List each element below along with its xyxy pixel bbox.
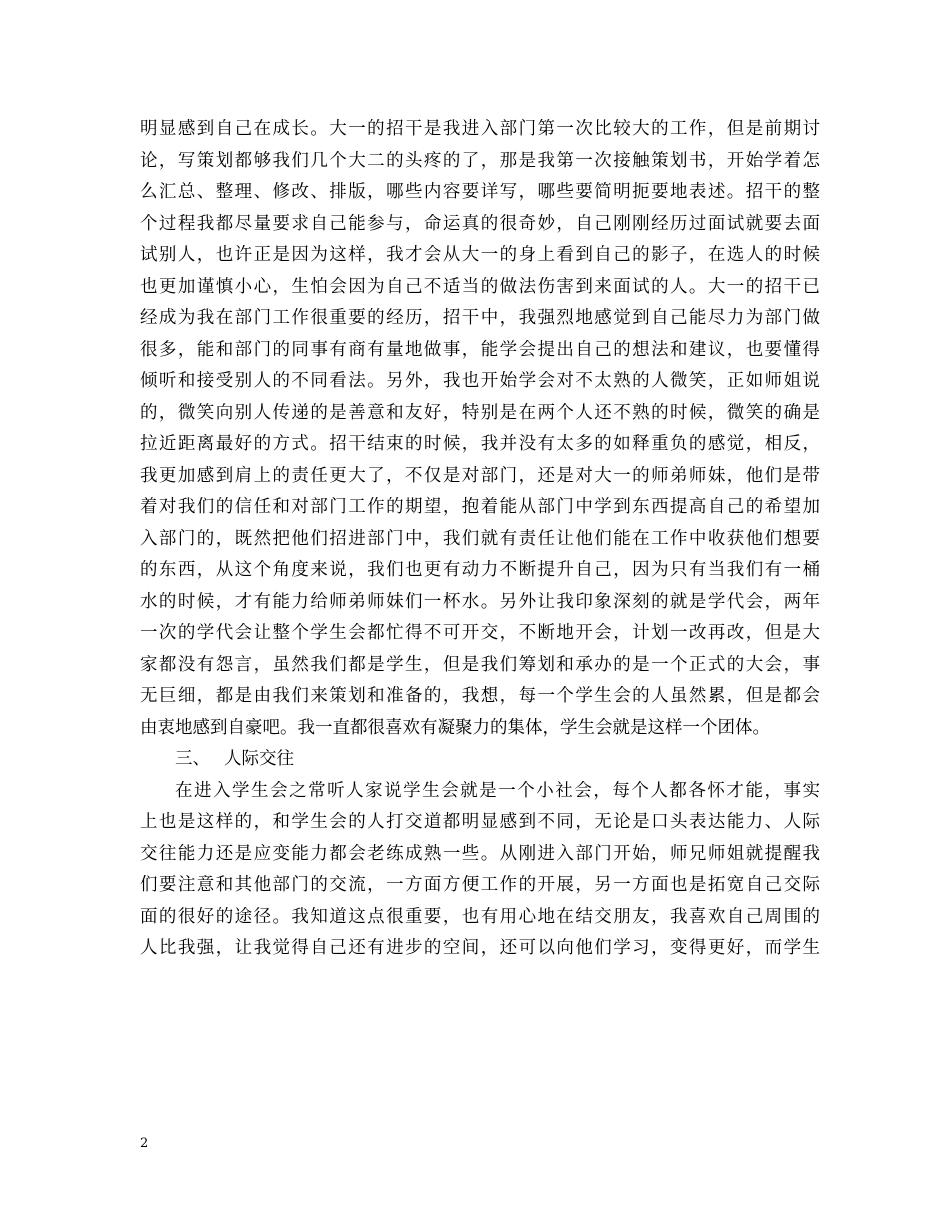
- text-line: 的东西，从这个角度来说，我们也更有动力不断提升自己，因为只有当我们有一桶: [140, 560, 820, 580]
- text-line: 明显感到自己在成长。大一的招干是我进入部门第一次比较大的工作，但是前期讨: [140, 119, 820, 139]
- section-number: 三、: [175, 749, 210, 769]
- text-line: 由衷地感到自豪吧。我一直都很喜欢有凝聚力的集体，学生会就是这样一个团体。: [140, 717, 770, 738]
- text-line: 的，微笑向别人传递的是善意和友好，特别是在两个人还不熟的时候，微笑的确是: [140, 402, 820, 423]
- paragraph-2: [140, 776, 820, 965]
- text-line: 上也是这样的，和学生会的人打交道都明显感到不同，无论是口头表达能力、人际: [140, 812, 820, 832]
- text-line: 着对我们的信任和对部门工作的期望，抱着能从部门中学到东西提高自己的希望加: [140, 497, 820, 517]
- text-line: 一次的学代会让整个学生会都忙得不可开交，不断地开会，计划一改再改，但是大: [140, 623, 820, 643]
- text-line: 交往能力还是应变能力都会老练成熟一些。从刚进入部门开始，师兄师姐就提醒我: [140, 843, 820, 864]
- text-line: 人比我强，让我觉得自己还有进步的空间，还可以向他们学习，变得更好，而学生: [140, 938, 820, 958]
- paragraph-1: [140, 114, 820, 744]
- text-line: 在进入学生会之常听人家说学生会就是一个小社会，每个人都各怀才能，事实: [175, 780, 820, 801]
- section-heading: [140, 744, 820, 776]
- text-line: 很多，能和部门的同事有商有量地做事，能学会提出自己的想法和建议，也要懂得: [140, 339, 820, 360]
- text-line: 水的时候，才有能力给师弟师妹们一杯水。另外让我印象深刻的就是学代会，两年: [140, 591, 820, 612]
- text-line: 论，写策划都够我们几个大二的头疼的了，那是我第一次接触策划书，开始学着怎: [140, 150, 820, 171]
- text-line: 个过程我都尽量要求自己能参与，命运真的很奇妙，自己刚刚经历过面试就要去面: [140, 213, 820, 234]
- body-text: [140, 114, 820, 965]
- page-number: 2: [140, 1136, 149, 1151]
- text-line: 也更加谨慎小心，生怕会因为自己不适当的做法伤害到来面试的人。大一的招干已: [140, 276, 820, 297]
- section-title: 人际交往: [224, 749, 294, 769]
- text-line: 无巨细，都是由我们来策划和准备的，我想，每一个学生会的人虽然累，但是都会: [140, 686, 820, 706]
- text-line: 家都没有怨言，虽然我们都是学生，但是我们筹划和承办的是一个正式的大会，事: [140, 654, 820, 675]
- text-line: 么汇总、整理、修改、排版，哪些内容要详写，哪些要简明扼要地表述。招干的整: [140, 182, 820, 202]
- text-line: 入部门的，既然把他们招进部门中，我们就有责任让他们能在工作中收获他们想要: [140, 528, 820, 549]
- text-line: 经成为我在部门工作很重要的经历，招干中，我强烈地感觉到自己能尽力为部门做: [140, 308, 820, 328]
- text-line: 拉近距离最好的方式。招干结束的时候，我并没有太多的如释重负的感觉，相反，: [140, 434, 820, 454]
- text-line: 们要注意和其他部门的交流，一方面方便工作的开展，另一方面也是拓宽自己交际: [140, 875, 820, 895]
- text-line: 试别人，也许正是因为这样，我才会从大一的身上看到自己的影子，在选人的时候: [140, 245, 820, 265]
- text-line: 倾听和接受别人的不同看法。另外，我也开始学会对不太熟的人微笑，正如师姐说: [140, 371, 820, 391]
- text-line: 面的很好的途径。我知道这点很重要，也有用心地在结交朋友，我喜欢自己周围的: [140, 906, 820, 927]
- text-line: 我更加感到肩上的责任更大了，不仅是对部门，还是对大一的师弟师妹，他们是带: [140, 465, 820, 486]
